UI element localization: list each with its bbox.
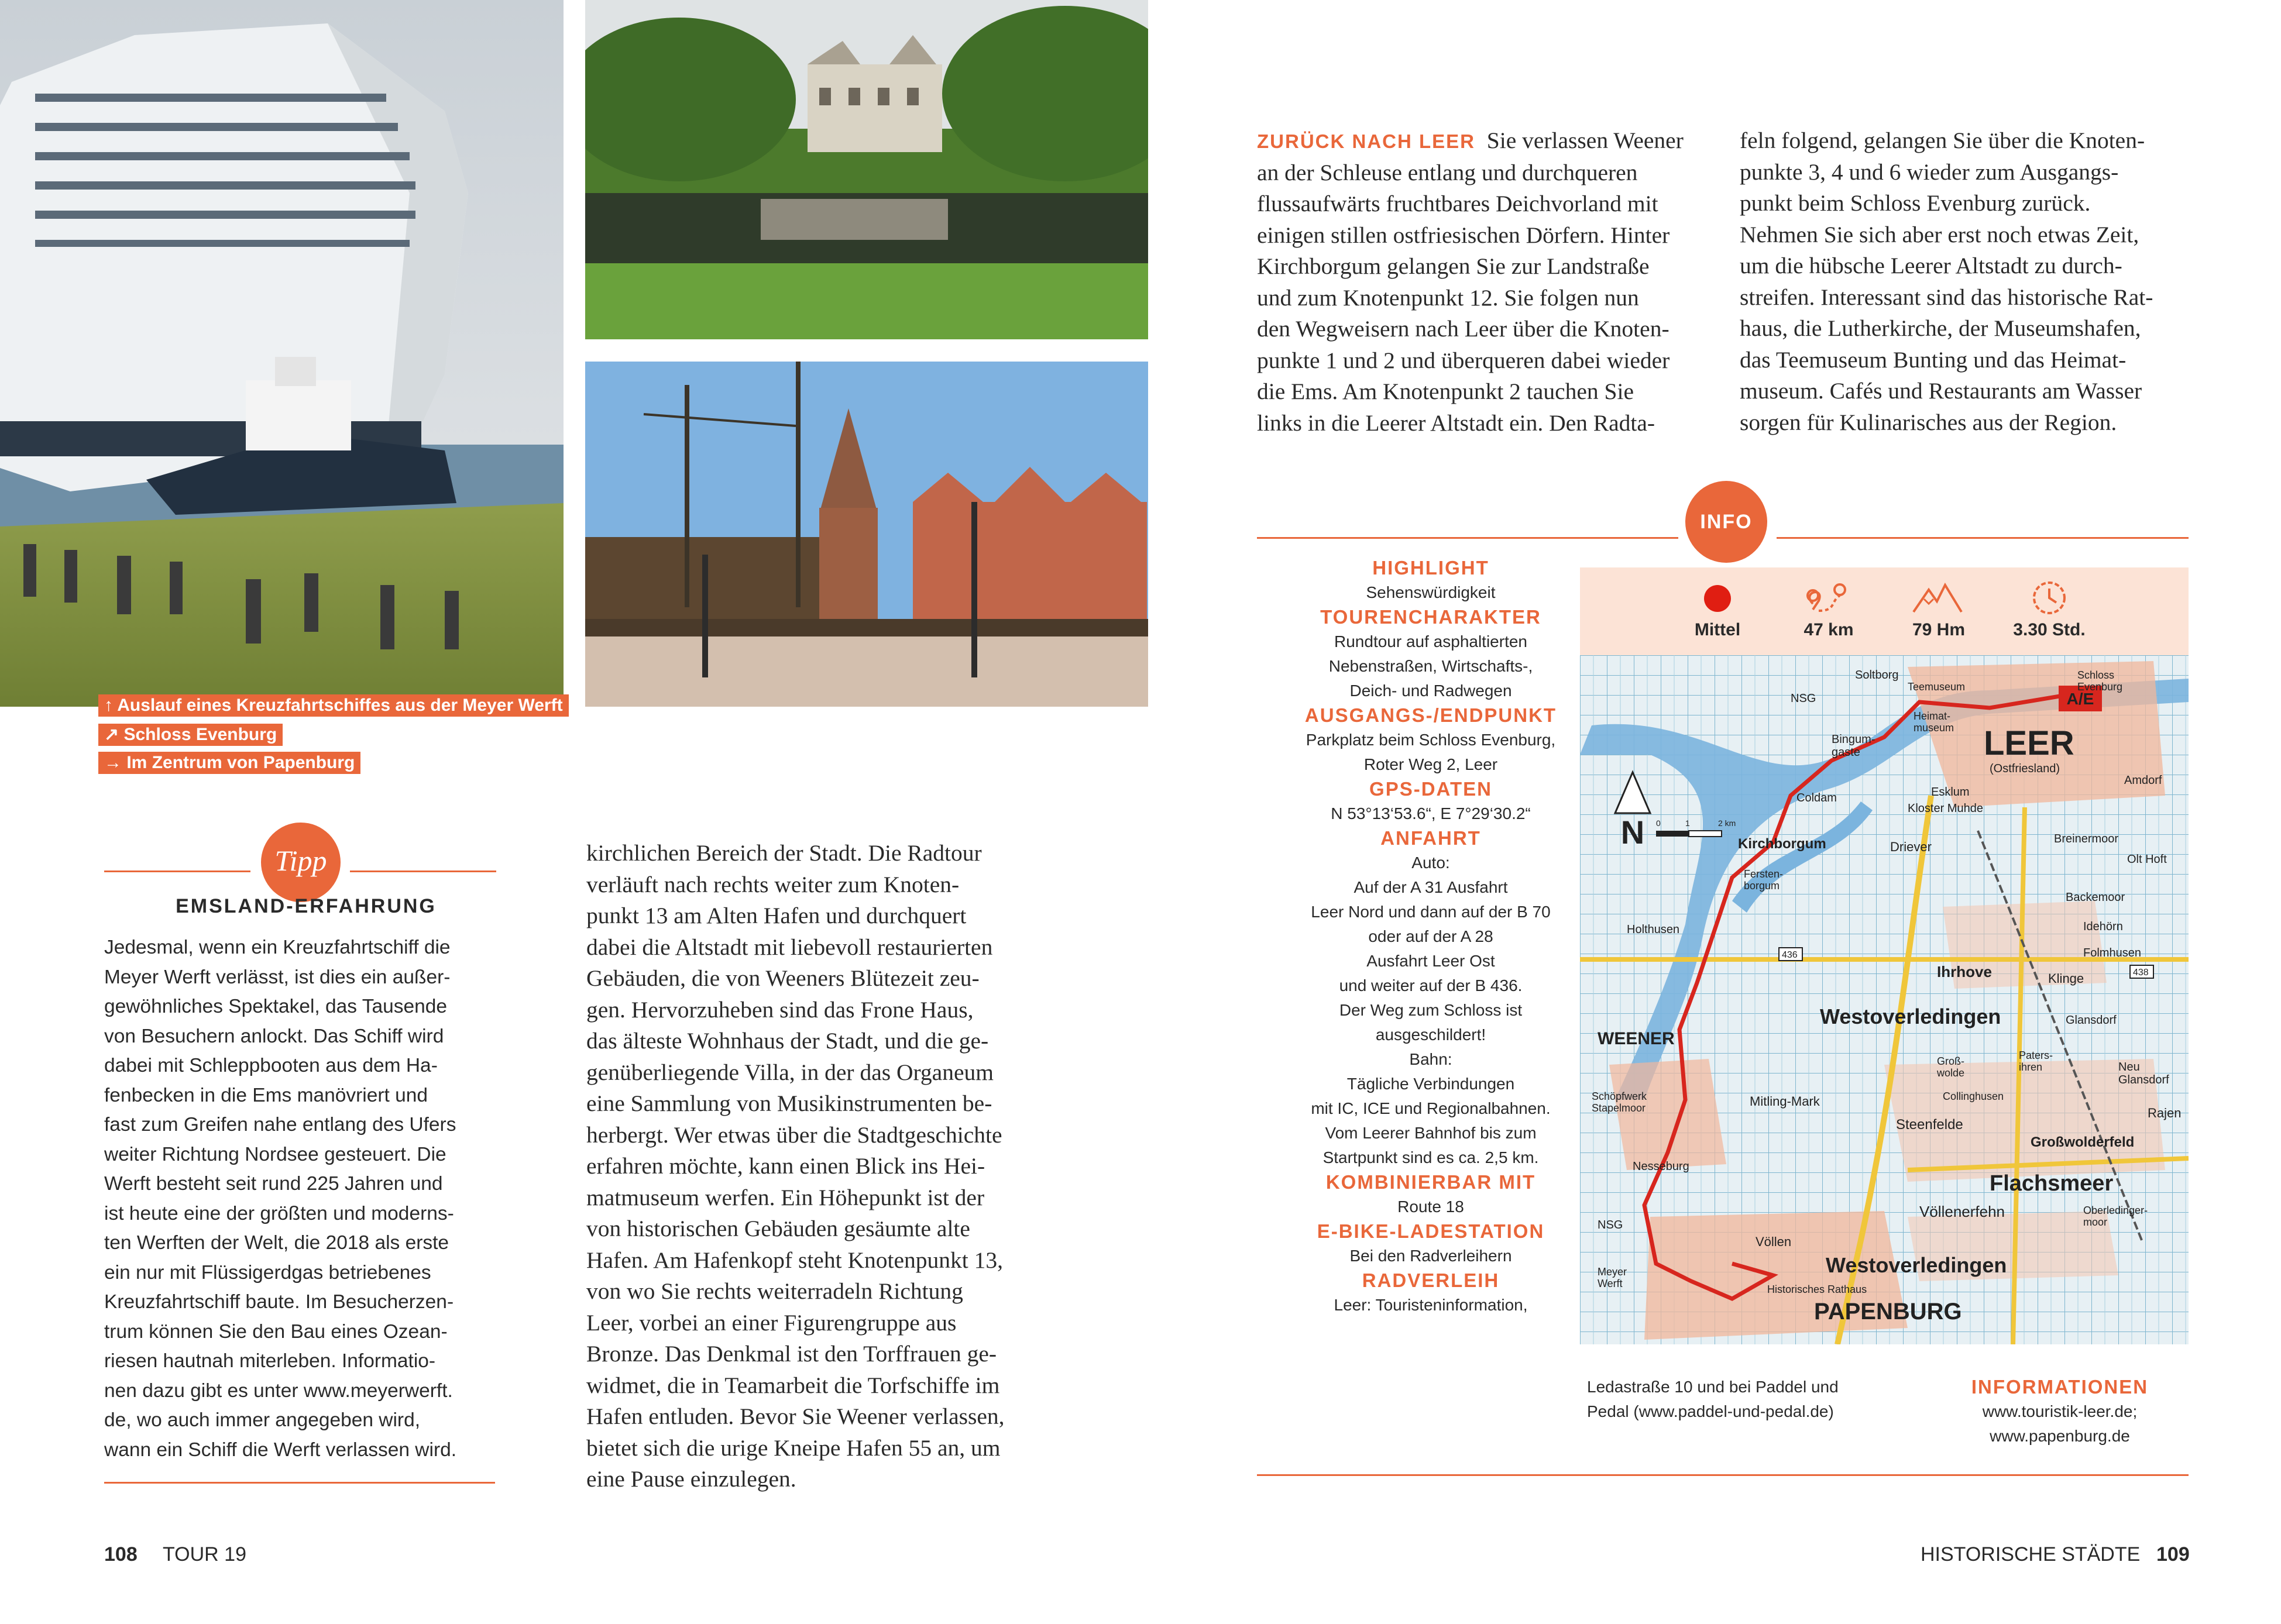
svg-text:Flachsmeer: Flachsmeer [1990, 1171, 2114, 1196]
info-rule-left [1257, 537, 1678, 539]
map-north-label: N [1620, 814, 1645, 851]
tipp-bottom-rule [104, 1482, 495, 1484]
svg-text:PAPENBURG: PAPENBURG [1814, 1299, 1962, 1324]
arrow-right-icon: → [104, 753, 122, 772]
svg-text:(Ostfriesland): (Ostfriesland) [1990, 762, 2060, 775]
radverleih-continuation: Ledastraße 10 und bei Paddel und Pedal (www.paddel-und-pedal.de) [1587, 1378, 1839, 1420]
svg-text:438: 438 [2133, 968, 2149, 978]
info-ebike: E-BIKE-LADESTATION Bei den Radverleihern [1317, 1220, 1545, 1265]
svg-text:Idehörn: Idehörn [2083, 920, 2123, 933]
difficulty-dot-icon [1704, 585, 1731, 612]
svg-text:Völlenerfehn: Völlenerfehn [1919, 1203, 2005, 1220]
arrow-up-right-icon: ↗ [104, 725, 119, 744]
section-heading-zurueck: ZURÜCK NACH LEER [1257, 130, 1475, 152]
left-page-number: 108 [104, 1543, 138, 1565]
caption-ship: ↑ Auslauf eines Kreuzfahrtschiffes aus der Meyer Werft [98, 694, 569, 717]
info-anfahrt: ANFAHRT Auto: Auf der A 31 Ausfahrt Leer Nord und dann auf der B 70 oder auf der A 28 Ausfahrt Leer Ost und weiter auf der B 436. Der Weg zum Schloss ist ausgeschildert! Bahn: Tägliche Verbindungen mit IC, ICE und Regionalbahnen. Vom Leerer Bahnhof bis zum Startpunkt sind es ca. 2,5 km. [1311, 827, 1551, 1167]
duration-clock-icon [2031, 579, 2068, 617]
svg-text:Großwolderfeld: Großwolderfeld [2031, 1134, 2135, 1150]
right-column-1: ZURÜCK NACH LEER Sie verlassen Weener an der Schleuse entlang und durchqueren flussaufwärts fruchtbares Deichvorland mit einigen stillen ostfriesischen Dörfern. Hinter Kirchborgum gelangen Sie zur Landstraße und zum Knotenpunkt 12. Sie folgen nun den Wegweisern nach Leer über die Knoten- punkte 1 und 2 und überqueren dabei wieder die Ems. Am Knotenpunkt 2 tauchen Sie links in die Leerer Altstadt ein. Den Radta- [1257, 128, 1684, 436]
svg-text:Westoverledingen: Westoverledingen [1826, 1253, 2007, 1277]
caption-papenburg: → Im Zentrum von Papenburg [98, 752, 360, 774]
elevation-mountain-icon [1911, 582, 1964, 614]
svg-text:NeuGlansdorf: Neu Glansdorf [2118, 1061, 2169, 1086]
tipp-rule-right [350, 871, 496, 872]
right-page-number: 109 [2156, 1543, 2190, 1565]
svg-text:Folmhusen: Folmhusen [2083, 947, 2141, 959]
caption-schloss: ↗ Schloss Evenburg [98, 724, 283, 746]
svg-text:Historisches Rathaus: Historisches Rathaus [1767, 1284, 1867, 1295]
papenburg-center-photo [585, 362, 1148, 707]
svg-text:Soltborg: Soltborg [1855, 669, 1899, 682]
stat-elevation: 79 Hm [1912, 620, 1966, 639]
route-map [1580, 655, 2189, 1344]
info-rule-right [1777, 537, 2189, 539]
svg-text:0: 0 [1656, 818, 1661, 828]
svg-text:Heimat-museum: Heimat-museum [1914, 710, 1954, 734]
info-informationen: INFORMATIONEN www.touristik-leer.de; www.papenburg.de [1971, 1376, 2149, 1445]
middle-column-text: kirchlichen Bereich der Stadt. Die Radtour verläuft nach rechts weiter zum Knoten- punkt 13 am Alten Hafen und durchquert dabei die Altstadt mit liebevoll restaurierten Gebäuden, die von Weeners Blütezeit zeu- gen. Hervorzuheben sind das Frone Haus, das älteste Wohnhaus der Stadt, und die ge- genüberliegende Villa, in der das Organeum eine Sammlung von Musikinstrumenten be- herbergt. Wer etwas über die Stadtgeschichte erfahren möchte, kann einen Blick ins Hei- matmuseum werfen. Ein Höhepunkt ist der von historischen Gebäuden gesäumte alte Hafen. Am Hafenkopf steht Knotenpunkt 13, von wo Sie rechts weiterradeln Richtung Leer, vorbei an einer Figurengruppe aus Bronze. Das Denkmal ist den Torffrauen ge- widmet, die in Teamarbeit die Torfschiffe im Hafen entluden. Bevor Sie Weener verlassen, bietet sich die urige Kneipe Hafen 55 an, um eine Pause einzulegen. [586, 840, 1005, 1492]
schloss-evenburg-photo [585, 0, 1148, 339]
svg-text:Teemuseum: Teemuseum [1908, 681, 1966, 693]
svg-text:MeyerWerft: Meyer Werft [1598, 1266, 1627, 1289]
svg-text:Groß-wolde: Groß-wolde [1937, 1055, 1965, 1079]
svg-text:Breinermoor: Breinermoor [2054, 832, 2119, 845]
svg-text:NSG: NSG [1598, 1219, 1623, 1231]
svg-text:Amdorf: Amdorf [2124, 774, 2162, 787]
tipp-body: Jedesmal, wenn ein Kreuzfahrtschiff die Meyer Werft verlässt, ist dies ein außer- gewöhnliches Spektakel, das Tausende von Besuchern anlockt. Das Schiff wird dabei mit Schleppbooten aus dem Ha- fenbecken in die Ems manövriert und fast zum Greifen nahe entlang des Ufers weiter Richtung Nordsee gesteuert. Die Werft besteht seit rund 225 Jahren und ist heute eine der größten und moderns- ten Werften der Welt, die 2018 als erste ein nur mit Flüssigerdgas betriebenes Kreuzfahrtschiff baute. Im Besucherzen- trum können Sie den Bau eines Ozean- riesen hautnah miterleben. Informatio- nen dazu gibt es unter www.meyerwerft. de, wo auch immer angegeben wird, wann ein Schiff die Werft verlassen wird. [104, 937, 457, 1461]
info-gps: GPS-DATEN N 53°13‘53.6“, E 7°29‘30.2“ [1331, 778, 1531, 823]
svg-text:Paters-ihren: Paters-ihren [2019, 1050, 2053, 1073]
svg-text:SchlossEvenburg: Schloss Evenburg [2077, 669, 2123, 693]
stat-duration: 3.30 Std. [2013, 620, 2086, 639]
svg-text:Ihrhove: Ihrhove [1937, 963, 1992, 980]
svg-text:Olt Hoft: Olt Hoft [2127, 853, 2167, 866]
svg-text:436: 436 [1782, 950, 1798, 960]
info-details [1258, 556, 1603, 1317]
right-column-2: feln folgend, gelangen Sie über die Knoten- punkte 3, 4 und 6 wieder zum Ausgangs- punkt beim Schloss Evenburg zurück. Nehmen Sie sich aber erst noch etwas Zeit, um die hübsche Leerer Altstadt zu durch- streifen. Interessant sind das historische Rat- haus, die Lutherkirche, der Museumshafen, das Teemuseum Bunting und das Heimat- museum. Cafés und Restaurants am Wasser sorgen für Kulinarisches aus der Region. [1740, 128, 2153, 435]
svg-text:Rajen: Rajen [2148, 1106, 2182, 1120]
svg-text:Nesseburg: Nesseburg [1633, 1160, 1689, 1173]
svg-text:2 km: 2 km [1718, 818, 1736, 828]
svg-text:Coldam: Coldam [1796, 792, 1837, 804]
stat-distance: 47 km [1803, 620, 1854, 639]
info-bottom-rule [1257, 1474, 2189, 1476]
svg-text:Klinge: Klinge [2048, 971, 2084, 986]
svg-text:Holthusen: Holthusen [1627, 923, 1680, 936]
svg-text:Mitling-Mark: Mitling-Mark [1750, 1094, 1820, 1109]
svg-text:Backemoor: Backemoor [2066, 891, 2125, 904]
svg-text:Fersten-borgum: Fersten-borgum [1744, 868, 1784, 892]
svg-text:Steenfelde: Steenfelde [1896, 1117, 1963, 1133]
info-ausgangspunkt: AUSGANGS-/ENDPUNKT Parkplatz beim Schloss Evenburg, Roter Weg 2, Leer [1304, 704, 1557, 773]
svg-text:Esklum: Esklum [1931, 786, 1970, 799]
svg-text:LEER: LEER [1984, 724, 2074, 762]
svg-text:Collinghusen: Collinghusen [1943, 1090, 2004, 1102]
svg-text:Völlen: Völlen [1756, 1234, 1792, 1249]
tipp-rule-left [104, 871, 250, 872]
svg-text:Kirchborgum: Kirchborgum [1738, 836, 1826, 852]
svg-text:WEENER: WEENER [1598, 1029, 1675, 1048]
tipp-title: EMSLAND-ERFAHRUNG [176, 895, 437, 917]
stats-strip [1580, 567, 2189, 655]
info-kombinierbar: KOMBINIERBAR MIT Route 18 [1325, 1171, 1536, 1216]
right-running-title: HISTORISCHE STÄDTE [1921, 1543, 2141, 1565]
map-start-label: A/E [2066, 690, 2094, 708]
stat-difficulty: Mittel [1694, 620, 1741, 639]
svg-text:1: 1 [1685, 818, 1690, 828]
svg-text:Westoverledingen: Westoverledingen [1820, 1004, 2001, 1028]
svg-text:Driever: Driever [1890, 839, 1932, 854]
left-running-title: TOUR 19 [163, 1543, 246, 1565]
svg-text:NSG: NSG [1791, 692, 1816, 705]
svg-text:SchöpfwerkStapelmoor: Schöpfwerk Stapelmoor [1592, 1090, 1647, 1114]
svg-text:Oberledinger-moor: Oberledinger-moor [2083, 1205, 2148, 1228]
distance-route-icon [1801, 580, 1854, 615]
info-tourencharakter: TOURENCHARAKTER Rundtour auf asphaltierten Nebenstraßen, Wirtschafts-, Deich- und Radwegen [1320, 606, 1541, 700]
arrow-up-icon: ↑ [104, 696, 113, 715]
svg-text:Bingum-gaste: Bingum-gaste [1832, 733, 1875, 759]
info-highlight: HIGHLIGHT Sehenswürdigkeit [1366, 557, 1496, 601]
cruise-ship-photo [0, 0, 564, 707]
svg-text:Kloster Muhde: Kloster Muhde [1908, 802, 1983, 815]
info-badge: INFO [1685, 481, 1767, 563]
tipp-badge: Tipp [261, 823, 341, 902]
svg-text:Glansdorf: Glansdorf [2066, 1014, 2117, 1027]
info-radverleih: RADVERLEIH Leer: Touristeninformation, [1334, 1269, 1528, 1314]
